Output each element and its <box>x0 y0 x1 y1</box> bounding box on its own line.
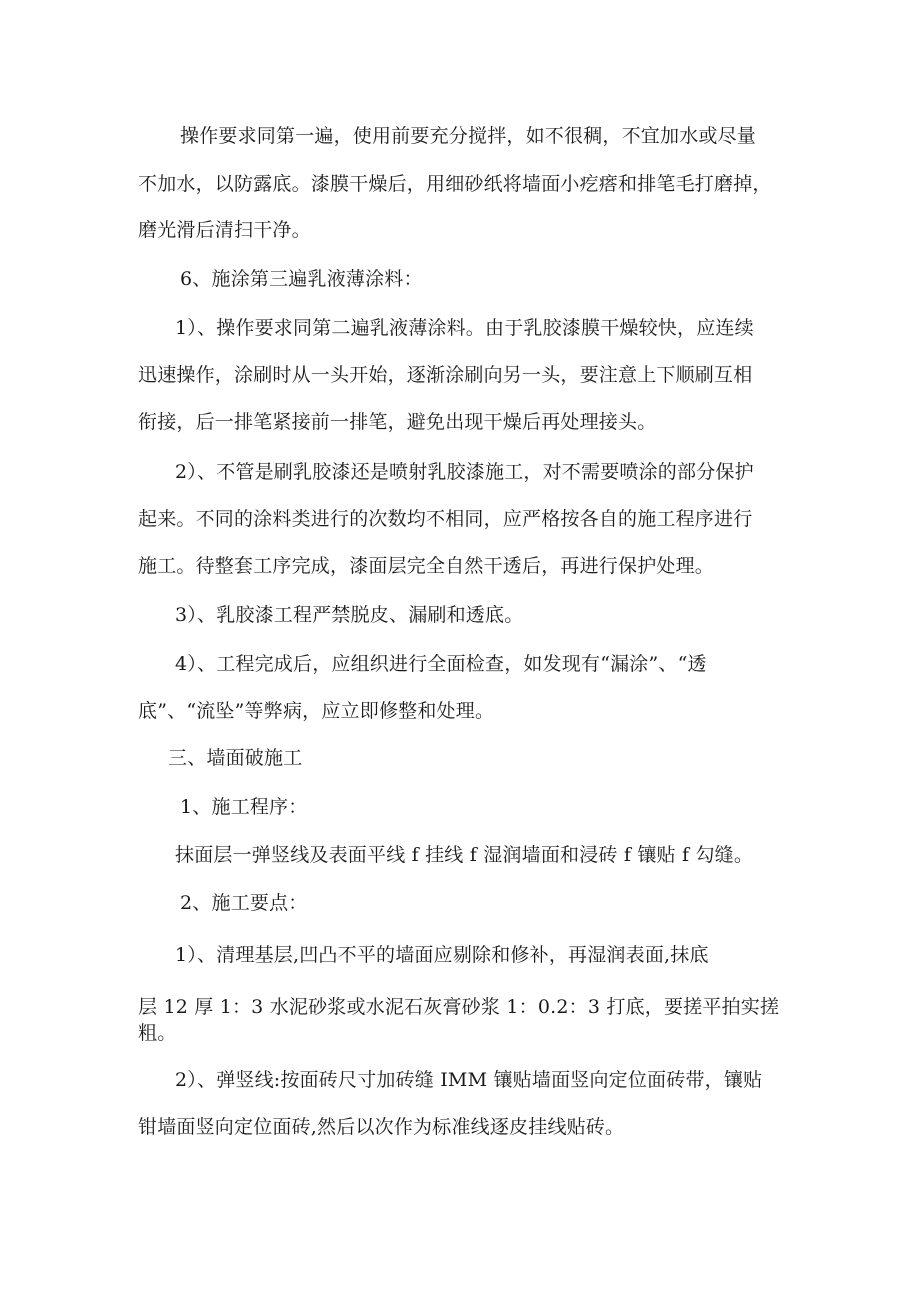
text-line: 施工。待整套工序完成，漆面层完全自然干透后，再进行保护处理。 <box>138 555 715 577</box>
text-line: 1）、操作要求同第二遍乳液薄涂料。由于乳胶漆膜干燥较快，应连续 <box>175 317 754 339</box>
section-heading: 三、墙面破施工 <box>168 747 303 769</box>
text-line: 1）、清理基层,凹凸不平的墙面应剔除和修补，再湿润表面,抹底 <box>175 944 709 966</box>
subsection-heading: 1、施工程序： <box>180 796 308 818</box>
text-line: 不加水，以防露底。漆膜干燥后，用细砂纸将墙面小疙瘩和排笔毛打磨掉， <box>138 173 772 195</box>
text-line: 底”、“流坠”等弊病，应立即修整和处理。 <box>138 700 495 722</box>
text-line: 起来。不同的涂料类进行的次数均不相同，应严格按各自的施工程序进行 <box>138 508 753 530</box>
section-heading: 6、施涂第三遍乳液薄涂料： <box>180 268 423 290</box>
text-line: 粗。 <box>138 1022 177 1044</box>
text-line: 2）、弹竖线:按面砖尺寸加砖缝 IMM 镶贴墙面竖向定位面砖带，镶贴 <box>175 1069 763 1091</box>
text-line: 层 12 厚 1：3 水泥砂浆或水泥石灰膏砂浆 1：0.2：3 打底，要搓平拍实搓 <box>138 996 780 1018</box>
text-line: 钳墙面竖向定位面砖,然后以次作为标准线逐皮挂线贴砖。 <box>138 1116 625 1138</box>
text-line: 磨光滑后清扫干净。 <box>138 219 311 241</box>
subsection-heading: 2、施工要点： <box>180 892 308 914</box>
text-line: 操作要求同第一遍，使用前要充分搅拌，如不很稠，不宜加水或尽量 <box>180 125 757 147</box>
text-line: 4）、工程完成后，应组织进行全面检查，如发现有“漏涂”、“透 <box>175 653 707 675</box>
text-line: 衔接，后一排笔紧接前一排笔，避免出现干燥后再处理接头。 <box>138 411 657 433</box>
text-line: 迅速操作，涂刷时从一头开始，逐渐涂刷向另一头，要注意上下顺刷互相 <box>138 364 753 386</box>
text-line: 抹面层一弹竖线及表面平线 f 挂线 f 湿润墙面和浸砖 f 镶贴 f 勾缝。 <box>175 844 754 866</box>
text-line: 3）、乳胶漆工程严禁脱皮、漏刷和透底。 <box>175 604 524 626</box>
text-line: 2）、不管是刷乳胶漆还是喷射乳胶漆施工，对不需要喷涂的部分保护 <box>175 461 754 483</box>
